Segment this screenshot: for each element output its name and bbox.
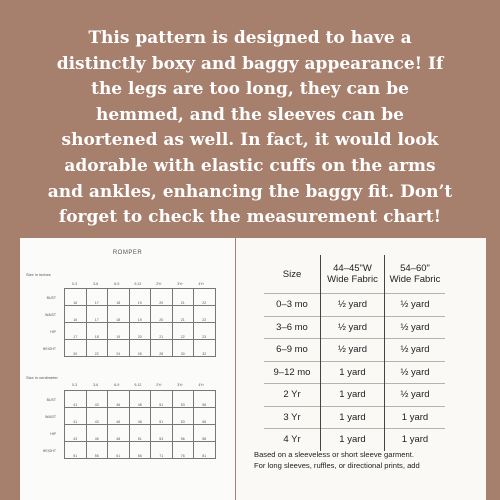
measurement-cell: 71 [151, 442, 173, 459]
footnote-line: For long sleeves, ruffles, or directional prints, add [254, 461, 420, 470]
column-header: 9-12 [134, 383, 142, 387]
measurement-cell: 58 [194, 425, 216, 442]
measurement-cell: 56 [194, 408, 216, 425]
table-row [65, 289, 216, 306]
measurement-cell: 22 [172, 323, 194, 340]
measurement-cell: 19 [108, 323, 130, 340]
measurement-cell: 20 [151, 289, 173, 306]
column-header: 9-12 [134, 282, 142, 286]
measurement-cell: 30 [172, 340, 194, 357]
size-cell: 2 Yr [264, 384, 321, 407]
measurement-cell: 18 [108, 289, 130, 306]
yardage-cell: 1 yard [321, 361, 385, 384]
column-header: 3Yr [177, 383, 183, 387]
table-row [264, 429, 445, 451]
romper-title: ROMPER [112, 250, 143, 256]
yardage-cell: ½ yard [321, 294, 385, 317]
measurement-cell: 76 [172, 442, 194, 459]
inches-column-headers [64, 282, 212, 286]
table-row [264, 294, 445, 317]
headline-text [12, 26, 488, 231]
romper-measurement-chart [20, 238, 235, 500]
row-label: HEIGHT [42, 449, 56, 454]
header-line: 44–45"W [333, 263, 372, 274]
header-line: Wide Fabric [389, 274, 441, 285]
column-header: 0-3 [72, 383, 78, 387]
measurement-cell: 48 [129, 391, 151, 408]
header-line: Wide Fabric [327, 274, 378, 285]
row-label: BUST [46, 296, 56, 300]
measurement-cell: 21 [151, 323, 173, 340]
measurement-cell: 21 [172, 289, 194, 306]
row-label: WAIST [45, 415, 56, 420]
measurement-cell: 46 [108, 391, 130, 408]
table-row [264, 339, 445, 362]
headline-line: adorable with elastic cuffs on the arms [64, 155, 436, 176]
measurement-cell: 26 [129, 340, 151, 357]
inches-table [64, 288, 216, 357]
measurement-cell: 21 [172, 306, 194, 323]
yardage-cell: ½ yard [385, 339, 446, 362]
size-header: Size [282, 268, 302, 280]
measurement-cell: 16 [65, 306, 87, 323]
measurement-cell: 18 [108, 306, 130, 323]
column-header: 6-9 [114, 282, 120, 286]
column-header: 3Yr [177, 282, 183, 286]
measurement-cell: 51 [65, 442, 87, 459]
row-label: HIP [50, 330, 56, 335]
measurement-cell: 43 [65, 425, 87, 442]
measurement-cell: 18 [86, 323, 108, 340]
measurement-cell: 23 [194, 323, 216, 340]
measurement-cell: 20 [151, 306, 173, 323]
table-row [65, 306, 216, 323]
size-cell: 3–6 mo [264, 316, 321, 339]
yardage-cell: 1 yard [321, 429, 385, 451]
headline-line: the legs are too long, they can be [91, 79, 409, 100]
measurement-cell: 51 [129, 425, 151, 442]
wide-fabric-header [385, 255, 446, 294]
size-cell: 4 Yr [264, 429, 321, 451]
table-row [264, 316, 445, 339]
measurement-cell: 32 [194, 340, 216, 357]
yardage-cell: ½ yard [385, 361, 446, 384]
measurement-cell: 56 [172, 425, 194, 442]
column-header: 6-9 [114, 383, 120, 387]
header-line: 54–60" [400, 263, 430, 274]
headline-line: distinctly boxy and baggy appearance! If [56, 53, 444, 74]
measurement-cell: 41 [65, 391, 87, 408]
table-row [65, 442, 216, 459]
measurement-cell: 22 [194, 306, 216, 323]
column-header: 2Yr [156, 282, 162, 286]
cm-table [64, 390, 216, 459]
measurement-cell: 19 [129, 289, 151, 306]
column-header: 0-3 [72, 282, 78, 286]
fabric-yardage-chart [236, 238, 486, 500]
row-label: WAIST [45, 313, 56, 318]
yardage-cell: ½ yard [321, 339, 385, 362]
measurement-cell: 17 [86, 289, 108, 306]
table-row [65, 408, 216, 425]
yardage-cell: ½ yard [385, 316, 446, 339]
measurement-cell: 48 [129, 408, 151, 425]
measurement-cell: 61 [108, 442, 130, 459]
measurement-cell: 53 [172, 391, 194, 408]
measurement-cell: 66 [129, 442, 151, 459]
narrow-fabric-header [321, 255, 385, 294]
measurement-cell: 22 [86, 340, 108, 357]
measurement-cell: 81 [194, 442, 216, 459]
size-cell: 9–12 mo [264, 361, 321, 384]
yardage-footnote [254, 449, 486, 471]
measurement-cell: 19 [129, 306, 151, 323]
column-header: 4Yr [198, 282, 204, 286]
footnote-line: Based on a sleeveless or short sleeve garment. [254, 450, 414, 459]
headline-line: shortened as well. In fact, it would look [61, 130, 439, 151]
column-header: 4Yr [198, 383, 204, 387]
headline-line: hemmed, and the sleeves can be [95, 104, 404, 125]
measurement-cell: 24 [108, 340, 130, 357]
measurement-cell: 17 [65, 323, 87, 340]
centimeters-label: Size in centimeter [26, 375, 58, 380]
size-cell: 3 Yr [264, 406, 321, 429]
table-row [65, 323, 216, 340]
column-header: 3-6 [93, 383, 99, 387]
table-row [65, 391, 216, 408]
measurement-cell: 53 [151, 425, 173, 442]
yardage-cell: 1 yard [385, 406, 446, 429]
table-row [264, 406, 445, 429]
measurement-cell: 46 [108, 408, 130, 425]
yardage-cell: ½ yard [385, 384, 446, 407]
measurement-cell: 51 [151, 408, 173, 425]
measurement-cell: 16 [65, 289, 87, 306]
cm-column-headers [64, 383, 212, 387]
table-row [264, 384, 445, 407]
headline-line: forget to check the measurement chart! [58, 207, 442, 228]
measurement-cell: 28 [151, 340, 173, 357]
headline-line: This pattern is designed to have a [88, 28, 412, 48]
measurement-cell: 20 [129, 323, 151, 340]
measurement-cell: 22 [194, 289, 216, 306]
yardage-cell: 1 yard [321, 384, 385, 407]
row-label: BUST [46, 398, 56, 402]
table-row [264, 361, 445, 384]
measurement-cell: 51 [151, 391, 173, 408]
inches-label: Size in inches [26, 272, 51, 277]
table-row [65, 340, 216, 357]
measurement-cell: 43 [86, 408, 108, 425]
column-header: 2Yr [156, 383, 162, 387]
column-header: 3-6 [93, 282, 99, 286]
size-cell: 6–9 mo [264, 339, 321, 362]
measurement-cell: 41 [65, 408, 87, 425]
yardage-cell: ½ yard [385, 294, 446, 317]
measurement-cell: 53 [172, 408, 194, 425]
measurement-cell: 20 [65, 340, 87, 357]
table-row [65, 425, 216, 442]
headline-line: and ankles, enhancing the baggy fit. Don’t [47, 181, 453, 202]
measurement-cell: 56 [86, 442, 108, 459]
row-label: HIP [50, 432, 56, 437]
yardage-cell: 1 yard [321, 406, 385, 429]
row-label: HEIGHT [42, 347, 56, 352]
size-cell: 0–3 mo [264, 294, 321, 317]
yardage-cell: 1 yard [385, 429, 446, 451]
measurement-cell: 48 [108, 425, 130, 442]
yardage-cell: ½ yard [321, 316, 385, 339]
measurement-cell: 56 [194, 391, 216, 408]
measurement-cell: 46 [86, 425, 108, 442]
measurement-cell: 17 [86, 306, 108, 323]
yardage-table [264, 255, 445, 451]
measurement-cell: 43 [86, 391, 108, 408]
